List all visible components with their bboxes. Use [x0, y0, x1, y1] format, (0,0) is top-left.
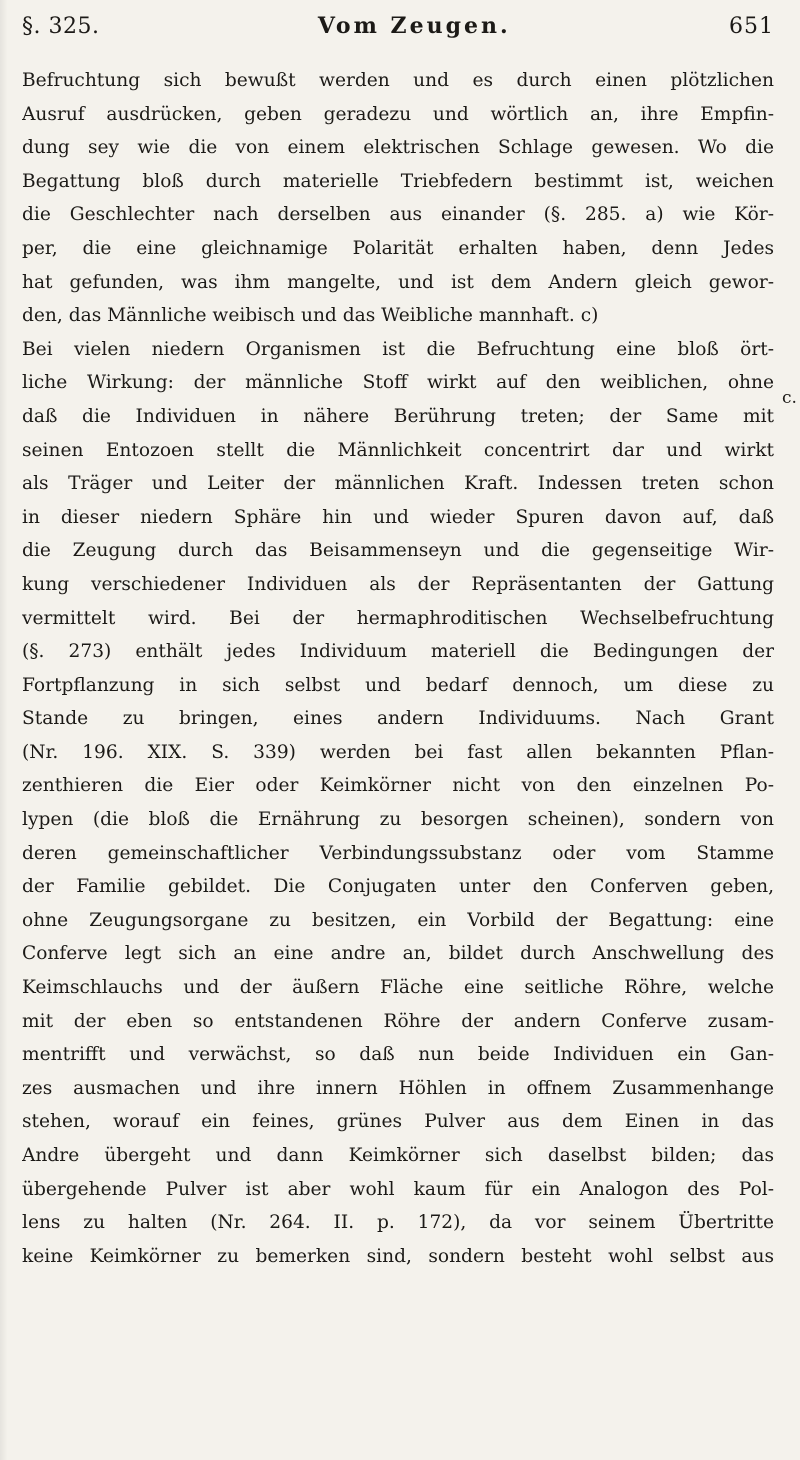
- text-line: die Zeugung durch das Beisammenseyn und die gegenseitige Wir-: [22, 540, 774, 562]
- page-edge-shadow: [0, 0, 8, 1460]
- text-line: Keimschlauchs und der äußern Fläche eine seitliche Röhre, welche: [22, 977, 774, 999]
- text-line: den, das Männliche weibisch und das Weibliche mannhaft. c): [22, 305, 599, 327]
- running-title: Vom Zeugen.: [317, 13, 511, 39]
- text-line: Fortpflanzung in sich selbst und bedarf dennoch, um diese zu: [22, 674, 774, 696]
- margin-note: c.: [782, 388, 797, 408]
- text-line: seinen Entozoen stellt die Männlichkeit concentrirt dar und wirkt: [22, 439, 774, 461]
- text-line: (§. 273) enthält jedes Individuum materiell die Bedingungen der: [22, 641, 774, 663]
- text-line: dung sey wie die von einem elektrischen Schlage gewesen. Wo die: [22, 137, 774, 159]
- text-line: Andre übergeht und dann Keimkörner sich daselbst bilden; das: [22, 1145, 774, 1166]
- text-line: liche Wirkung: der männliche Stoff wirkt auf den weiblichen, ohne: [22, 372, 774, 394]
- text-line: übergehende Pulver ist aber wohl kaum für ein Analogon des Pol-: [22, 1178, 774, 1200]
- text-line: zes ausmachen und ihre innern Höhlen in offnem Zusammenhange: [22, 1077, 774, 1099]
- text-line: Stande zu bringen, eines andern Individuums. Nach Grant: [22, 708, 774, 730]
- text-line: Befruchtung sich bewußt werden und es durch einen plötzlichen: [22, 70, 774, 91]
- text-line: per, die eine gleichnamige Polarität erhalten haben, denn Jedes: [22, 237, 774, 259]
- text-line: mit der eben so entstandenen Röhre der andern Conferve zusam-: [22, 1010, 774, 1032]
- text-line: Begattung bloß durch materielle Triebfedern bestimmt ist, weichen: [22, 170, 774, 192]
- text-line: mentrifft und verwächst, so daß nun beide Individuen ein Gan-: [22, 1044, 774, 1066]
- text-line: lens zu halten (Nr. 264. II. p. 172), da vor seinem Übertritte: [22, 1212, 774, 1234]
- body-text: [22, 64, 774, 1273]
- text-line: daß die Individuen in nähere Berührung treten; der Same mit: [22, 405, 774, 427]
- text-line: zenthieren die Eier oder Keimkörner nicht von den einzelnen Po-: [22, 775, 774, 797]
- page-number: 651: [728, 13, 774, 39]
- text-line: in dieser niedern Sphäre hin und wieder Spuren davon auf, daß: [22, 506, 774, 528]
- text-line: vermittelt wird. Bei der hermaphroditischen Wechselbefruchtung: [22, 607, 774, 629]
- text-line: Conferve legt sich an eine andre an, bildet durch Anschwellung des: [22, 943, 774, 965]
- text-line: hat gefunden, was ihm mangelte, und ist dem Andern gleich gewor-: [22, 271, 774, 293]
- text-line: kung verschiedener Individuen als der Repräsentanten der Gattung: [22, 573, 774, 595]
- text-line: als Träger und Leiter der männlichen Kraft. Indessen treten schon: [22, 473, 774, 495]
- text-line: der Familie gebildet. Die Conjugaten unter den Conferven geben,: [22, 876, 774, 898]
- section-number: §. 325.: [22, 13, 100, 39]
- text-line: (Nr. 196. XIX. S. 339) werden bei fast allen bekannten Pflan-: [22, 741, 774, 763]
- page-header: [22, 6, 774, 46]
- text-line: lypen (die bloß die Ernährung zu besorgen scheinen), sondern von: [22, 809, 774, 831]
- text-line: Bei vielen niedern Organismen ist die Befruchtung eine bloß ört-: [22, 338, 774, 360]
- text-line: die Geschlechter nach derselben aus einander (§. 285. a) wie Kör-: [22, 204, 774, 226]
- text-line: Ausruf ausdrücken, geben geradezu und wörtlich an, ihre Empfin-: [22, 103, 774, 125]
- text-line: deren gemeinschaftlicher Verbindungssubstanz oder vom Stamme: [22, 842, 774, 864]
- text-line: keine Keimkörner zu bemerken sind, sondern besteht wohl selbst aus: [22, 1245, 774, 1267]
- text-line: ohne Zeugungsorgane zu besitzen, ein Vorbild der Begattung: eine: [22, 909, 774, 931]
- text-line: stehen, worauf ein feines, grünes Pulver aus dem Einen in das: [22, 1111, 774, 1133]
